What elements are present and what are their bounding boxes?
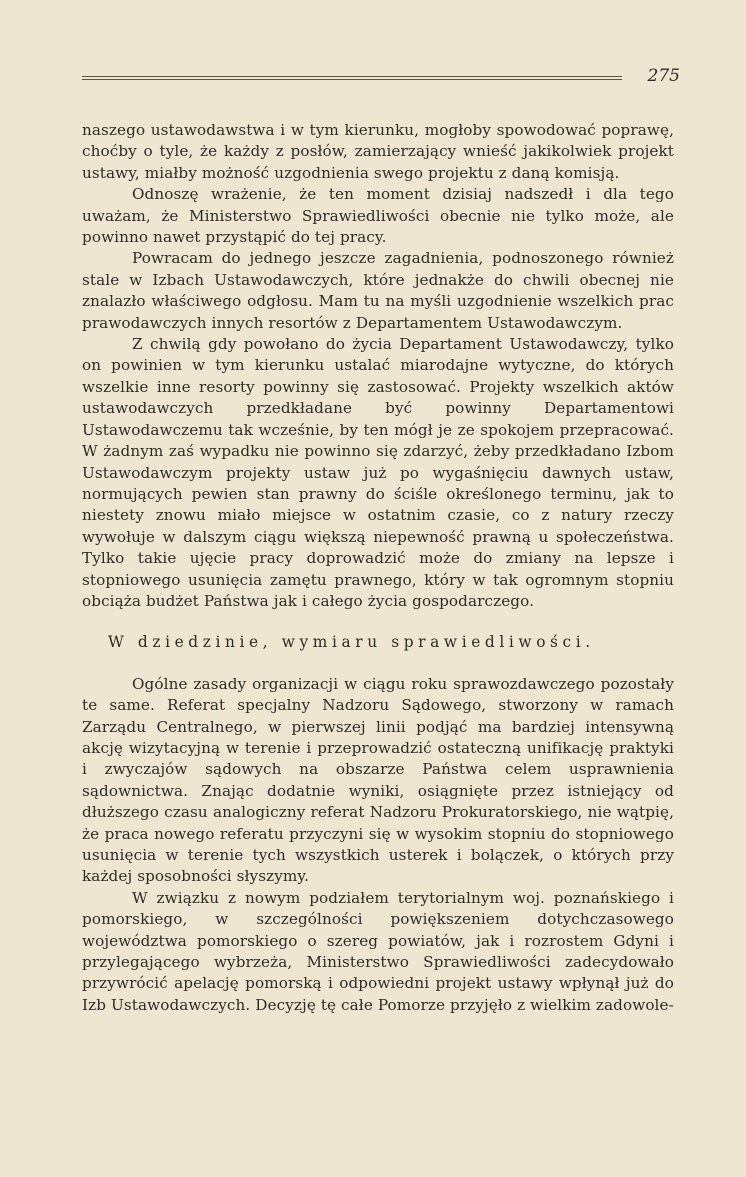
body-text [82, 120, 674, 1016]
header-rule [82, 76, 622, 80]
paragraph: W związku z nowym podziałem terytorialnym woj. poznańskiego i pomorskiego, w szczególności powiększeniem dotychczasowego województwa pomorskiego o szereg powiatów, jak i rozrostem Gdyni i przylegającego wybrzeża, Ministerstwo Sprawiedliwości zadecydowało przywrócić apelację pomorską i odpowiedni projekt ustawy wpłynął już do Izb Ustawodawczych. Decyzję tę całe Pomorze przyjęło z wielkim zadowole- [82, 888, 674, 1014]
paragraph: Powracam do jednego jeszcze zagadnienia, podnoszonego również stale w Izbach Ustawodawczych, które jednakże do chwili obecnej nie znalazło właściwego odgłosu. Mam tu na myśli uzgodnienie wszelkich prac prawodawczych innych resortów z Departamentem Ustawodawczym. [82, 249, 674, 332]
paragraph: Odnoszę wrażenie, że ten moment dzisiaj nadszedł i dla tego uważam, że Ministerstwo Sprawiedliwości obecnie nie tylko może, ale powinno nawet przystąpić do tej pracy. [82, 185, 674, 247]
paragraph: Ogólne zasady organizacji w ciągu roku sprawozdawczego pozostały te same. Referat specjalny Nadzoru Sądowego, stworzony w ramach Zarządu Centralnego, w pierwszej linii podjąć ma bardziej intensywną akcję wizytacyjną w terenie i przeprowadzić ostateczną unifikację praktyki i zwyczajów sądowych na obszarze Państwa celem usprawnienia sądownictwa. Znając dodatnie wyniki, osiągnięte przez istniejący od dłuższego czasu analogiczny referat Nadzoru Prokuratorskiego, nie wątpię, że praca nowego referatu przyczyni się w wysokim stopniu do stopniowego usunięcia w terenie tych wszystkich usterek i bolączek, o których przy każdej sposobności słyszymy. [82, 674, 674, 886]
paragraph: naszego ustawodawstwa i w tym kierunku, mogłoby spowodować poprawę, choćby o tyle, że każdy z posłów, zamierzający wnieść jakikolwiek projekt ustawy, miałby możność uzgodnienia swego projektu z daną komisją. [82, 121, 674, 182]
paragraph: Z chwilą gdy powołano do życia Departament Ustawodawczy, tylko on powinien w tym kierunku ustalać miarodajne wytyczne, do których wszelkie inne resorty powinny się zastosować. Projekty wszelkich aktów ustawodawczych przedkładane być powinny Departamentowi Ustawodawczemu tak wcześnie, by ten mógł je ze spokojem przepracować. W żadnym zaś wypadku nie powinno się zdarzyć, żeby przedkładano Izbom Ustawodawczym projekty ustaw już po wygaśnięciu dawnych ustaw, normujących pewien stan prawny do ściśle określonego terminu, jak to niestety znowu miało miejsce w ostatnim czasie, co z natury rzeczy wywołuje w dalszym ciągu większą niepewność prawną u społeczeństwa. Tylko takie ujęcie pracy doprowadzić może do zmiany na lepsze i stopniowego usunięcia zamętu prawnego, który w tak ogromnym stopniu obciąża budżet Państwa jak i całego życia gospodarczego. [82, 335, 674, 610]
page-header [82, 66, 680, 88]
page-number: 275 [647, 66, 680, 86]
section-heading: W dziedzinie, wymiaru sprawiedliwości. [108, 633, 595, 652]
